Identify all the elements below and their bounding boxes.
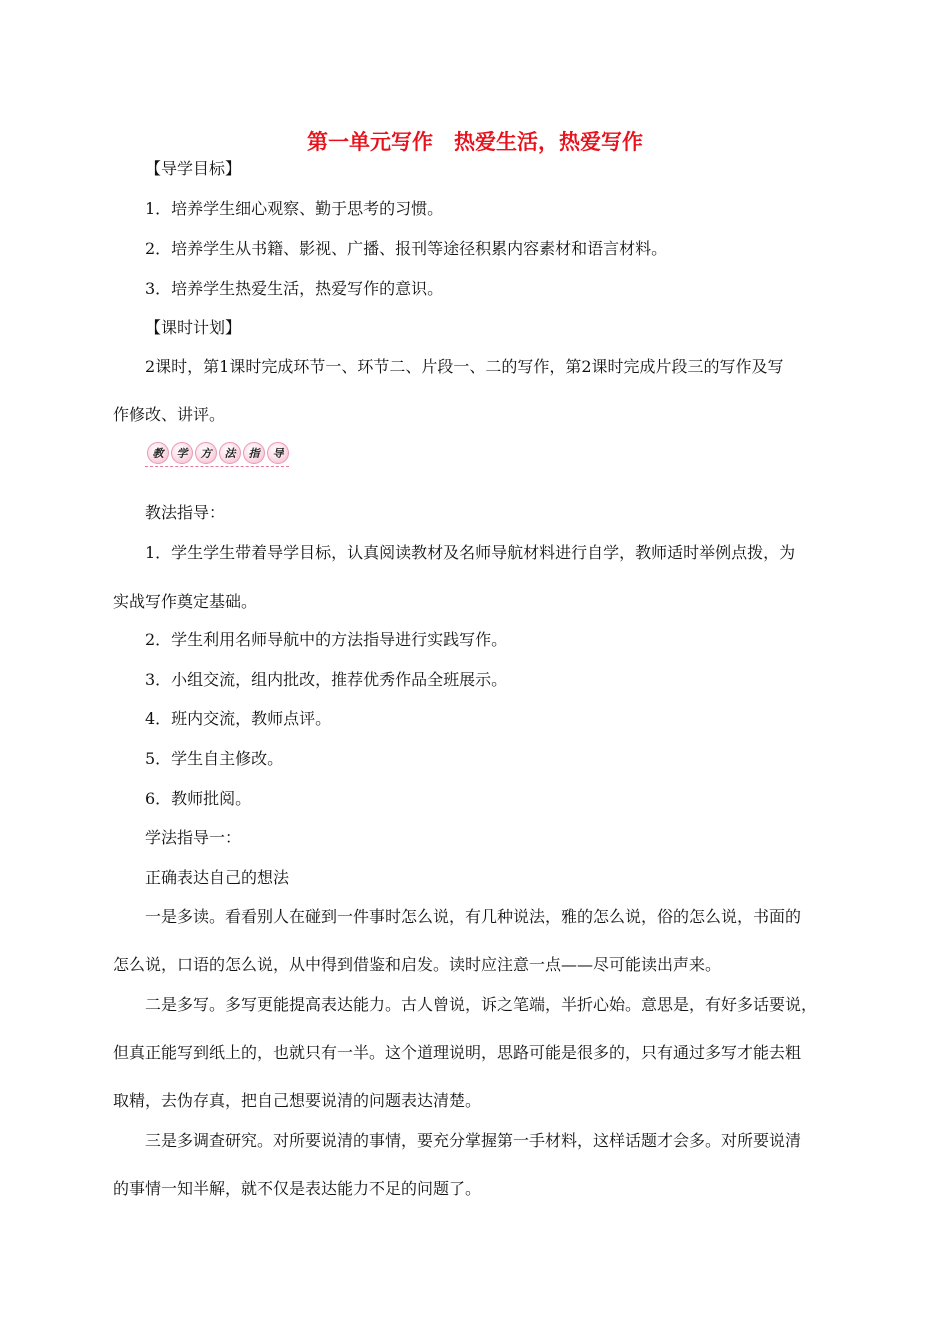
banner-char: 学 [171, 442, 193, 464]
teaching-guide-item-cont: 实战写作奠定基础。 [113, 592, 258, 611]
teaching-guide-item: 6．教师批阅。 [145, 789, 252, 808]
schedule-text-cont: 作修改、讲评。 [113, 405, 226, 424]
learning-guide-subheading: 正确表达自己的想法 [145, 868, 290, 887]
banner-char: 教 [147, 442, 169, 464]
teaching-guide-item: 2．学生利用名师导航中的方法指导进行实践写作。 [145, 630, 508, 649]
paragraph-line: 取精，去伪存真，把自己想要说清的问题表达清楚。 [113, 1091, 482, 1110]
teaching-guide-heading: 教法指导： [145, 503, 226, 522]
paragraph-line: 怎么说，口语的怎么说，从中得到借鉴和启发。读时应注意一点——尽可能读出声来。 [113, 955, 722, 974]
teaching-guide-item: 1．学生学生带着导学目标，认真阅读教材及名师导航材料进行自学，教师适时举例点拨，为 [145, 543, 796, 562]
document-title: 第一单元写作 热爱生活，热爱写作 [307, 129, 643, 154]
paragraph-line: 的事情一知半解，就不仅是表达能力不足的问题了。 [113, 1179, 482, 1198]
paragraph-line: 三是多调查研究。对所要说清的事情，要充分掌握第一手材料，这样话题才会多。对所要说清 [145, 1131, 802, 1150]
teaching-guide-item: 3．小组交流，组内批改，推荐优秀作品全班展示。 [145, 670, 508, 689]
paragraph-line: 一是多读。看看别人在碰到一件事时怎么说，有几种说法，雅的怎么说，俗的怎么说，书面的 [145, 907, 802, 926]
learning-guide-heading: 学法指导一： [145, 828, 242, 847]
objective-item: 1．培养学生细心观察、勤于思考的习惯。 [145, 199, 444, 218]
teaching-guide-item: 4．班内交流，教师点评。 [145, 709, 332, 728]
banner-char: 法 [219, 442, 241, 464]
schedule-text: 2课时，第1课时完成环节一、环节二、片段一、二的写作，第2课时完成片段三的写作及写 [145, 357, 784, 376]
teaching-guide-item: 5．学生自主修改。 [145, 749, 284, 768]
schedule-heading: 【课时计划】 [145, 318, 242, 337]
banner-char: 方 [195, 442, 217, 464]
teaching-method-banner [145, 440, 291, 470]
objective-item: 3．培养学生热爱生活，热爱写作的意识。 [145, 279, 444, 298]
banner-underline [145, 466, 289, 467]
paragraph-line: 二是多写。多写更能提高表达能力。古人曾说，诉之笔端，半折心始。意思是，有好多话要说， [145, 995, 818, 1014]
paragraph-line: 但真正能写到纸上的，也就只有一半。这个道理说明，思路可能是很多的，只有通过多写才能去粗 [113, 1043, 802, 1062]
objectives-heading: 【导学目标】 [145, 159, 242, 178]
banner-char: 指 [243, 442, 265, 464]
objective-item: 2．培养学生从书籍、影视、广播、报刊等途径积累内容素材和语言材料。 [145, 239, 668, 258]
banner-char: 导 [267, 442, 289, 464]
